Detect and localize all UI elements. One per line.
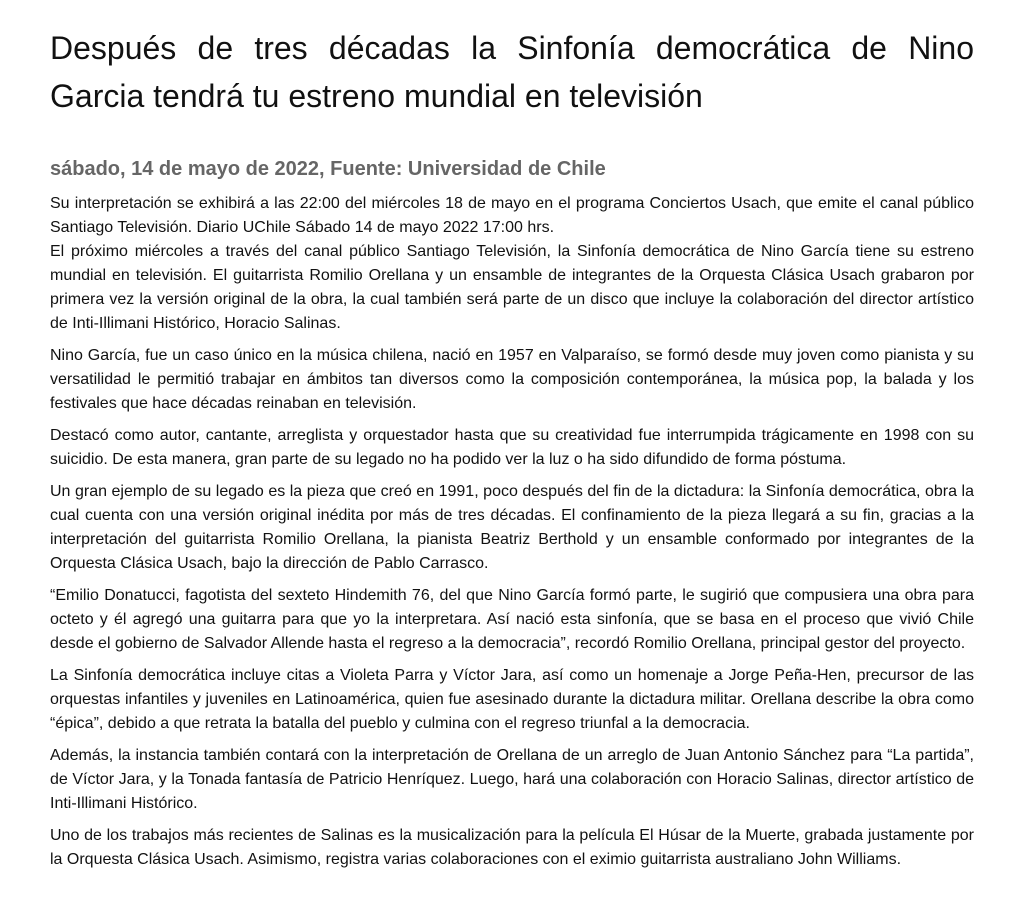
article [50,24,974,872]
lead-paragraph-1: Su interpretación se exhibirá a las 22:00 del miércoles 18 de mayo en el programa Conciertos Usach, que emite el canal público Santiago Televisión. Diario UChile Sábado 14 de mayo 2022 17:00 hrs. [50,195,974,236]
article-dateline: sábado, 14 de mayo de 2022, Fuente: Universidad de Chile [50,158,606,180]
body-paragraph-7: Uno de los trabajos más recientes de Salinas es la musicalización para la película El Húsar de la Muerte, grabada justamente por la Orquesta Clásica Usach. Asimismo, registra varias colaboraciones con el eximio guitarrista australiano John Williams. [50,827,974,868]
body-paragraph-6: Además, la instancia también contará con la interpretación de Orellana de un arreglo de Juan Antonio Sánchez para “La partida”, de Víctor Jara, y la Tonada fantasía de Patricio Henríquez. Luego, hará una colaboración con Horacio Salinas, director artístico de Inti-Illimani Histórico. [50,747,974,812]
lead-paragraph-2: El próximo miércoles a través del canal público Santiago Televisión, la Sinfonía democrática de Nino García tiene su estreno mundial en televisión. El guitarrista Romilio Orellana y un ensamble de integrantes de la Orquesta Clásica Usach grabaron por primera vez la versión original de la obra, la cual también será parte de un disco que incluye la colaboración del director artístico de Inti-Illimani Histórico, Horacio Salinas. [50,243,974,332]
body-paragraph-1: Nino García, fue un caso único en la música chilena, nació en 1957 en Valparaíso, se formó desde muy joven como pianista y su versatilidad le permitió trabajar en ámbitos tan diversos como la composición contemporánea, la música pop, la balada y los festivales que hace décadas reinaban en televisión. [50,347,974,412]
body-paragraph-2: Destacó como autor, cantante, arreglista y orquestador hasta que su creatividad fue interrumpida trágicamente en 1998 con su suicidio. De esta manera, gran parte de su legado no ha podido ver la luz o ha sido difundido de forma póstuma. [50,427,974,468]
body-paragraph-4: “Emilio Donatucci, fagotista del sexteto Hindemith 76, del que Nino García formó parte, le sugirió que compusiera una obra para octeto y él agregó una guitarra para que yo la interpretara. Así nació esta sinfonía, que se basa en el proceso que vivió Chile desde el gobierno de Salvador Allende hasta el regreso a la democracia”, recordó Romilio Orellana, principal gestor del proyecto. [50,587,974,652]
body-paragraph-5: La Sinfonía democrática incluye citas a Violeta Parra y Víctor Jara, así como un homenaje a Jorge Peña-Hen, precursor de las orquestas infantiles y juveniles en Latinoamérica, quien fue asesinado durante la dictadura militar. Orellana describe la obra como “épica”, debido a que retrata la batalla del pueblo y culmina con el regreso triunfal a la democracia. [50,667,974,732]
body-paragraph-3: Un gran ejemplo de su legado es la pieza que creó en 1991, poco después del fin de la dictadura: la Sinfonía democrática, obra la cual cuenta con una versión original inédita por más de tres décadas. El confinamiento de la pieza llegará a su fin, gracias a la interpretación del guitarrista Romilio Orellana, la pianista Beatriz Berthold y un ensamble conformado por integrantes de la Orquesta Clásica Usach, bajo la dirección de Pablo Carrasco. [50,483,974,572]
article-title: Después de tres décadas la Sinfonía democrática de Nino Garcia tendrá tu estreno mundial en televisión [50,30,974,114]
